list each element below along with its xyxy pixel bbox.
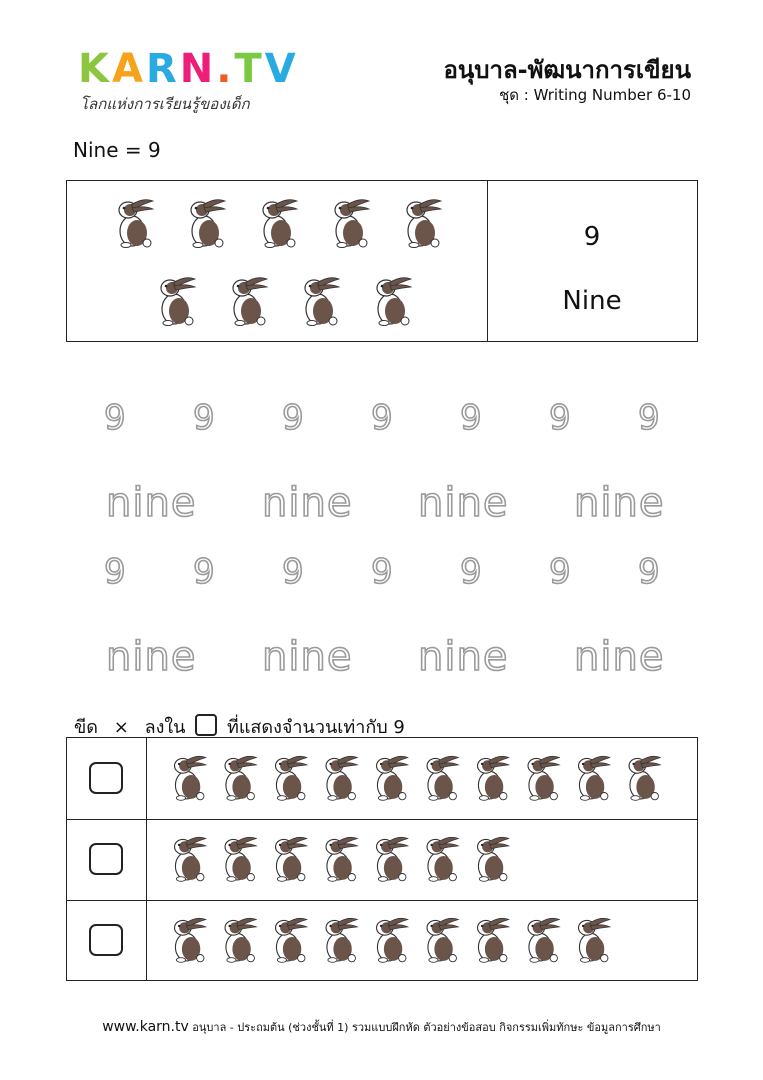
logo-tagline: โลกแห่งการเรียนรู้ของเด็ก — [80, 95, 250, 113]
trace-numeral: 9 — [371, 552, 393, 592]
trace-word: nine — [574, 480, 665, 526]
row-rabbits — [147, 738, 697, 818]
logo-letter: R — [145, 46, 180, 92]
rabbit-icon — [377, 756, 408, 800]
lesson-word: Nine — [562, 286, 622, 316]
checkbox-icon — [195, 714, 217, 736]
logo-letter: K — [78, 46, 112, 92]
rabbit-icon — [326, 837, 357, 881]
lesson-rabbits — [67, 181, 487, 341]
trace-numeral: 9 — [104, 552, 126, 592]
rabbit-icon — [233, 278, 267, 326]
counting-box — [66, 180, 698, 342]
trace-numeral: 9 — [193, 398, 215, 438]
trace-word: nine — [262, 480, 353, 526]
exercise-table — [66, 737, 698, 981]
rabbit-icon — [276, 756, 307, 800]
trace-numeral: 9 — [549, 552, 571, 592]
trace-word: nine — [418, 480, 509, 526]
rabbit-icon — [427, 918, 458, 962]
rabbit-icon — [478, 837, 509, 881]
worksheet-title: อนุบาล-พัฒนาการเขียน — [443, 56, 691, 84]
karn-tv-logo — [78, 46, 299, 92]
rabbit-icon — [161, 278, 195, 326]
rabbit-icon — [377, 278, 411, 326]
rabbit-icon — [191, 200, 225, 248]
rabbit-icon — [407, 200, 441, 248]
trace-numeral: 9 — [638, 552, 660, 592]
lesson-numeral: 9 — [583, 222, 601, 252]
rabbit-icon — [377, 918, 408, 962]
footer-text: อนุบาล - ประถมต้น (ช่วงชั้นที่ 1) รวมแบบฝึกหัด ตัวอย่างข้อสอบ กิจกรรมเพิ่มทักษะ ข้อมูลการศึกษา — [192, 1021, 661, 1034]
footer-url[interactable]: www.karn.tv — [102, 1019, 189, 1035]
worksheet-subtitle: ชุด : Writing Number 6-10 — [499, 86, 691, 104]
instruction-middle: ลงใน — [144, 717, 186, 738]
rabbit-icon — [579, 918, 610, 962]
trace-word: nine — [106, 634, 197, 680]
trace-word: nine — [418, 634, 509, 680]
answer-checkbox[interactable] — [89, 762, 123, 794]
rabbit-icon — [629, 756, 660, 800]
rabbit-icon — [528, 756, 559, 800]
trace-numeral: 9 — [282, 552, 304, 592]
rabbit-icon — [478, 918, 509, 962]
rabbit-icon — [276, 918, 307, 962]
rabbit-icon — [263, 200, 297, 248]
logo-letter: T — [234, 46, 265, 92]
rabbit-icon — [377, 837, 408, 881]
trace-word: nine — [106, 480, 197, 526]
rabbit-icon — [175, 918, 206, 962]
rabbit-icon — [225, 837, 256, 881]
rabbit-icon — [326, 918, 357, 962]
rabbit-icon — [175, 837, 206, 881]
rabbit-icon — [528, 918, 559, 962]
trace-numeral: 9 — [104, 398, 126, 438]
rabbit-icon — [175, 756, 206, 800]
answer-checkbox[interactable] — [89, 924, 123, 956]
instruction-after: ที่แสดงจำนวนเท่ากับ 9 — [226, 717, 405, 738]
trace-word: nine — [574, 634, 665, 680]
trace-numeral: 9 — [371, 398, 393, 438]
rabbit-icon — [326, 756, 357, 800]
logo-letter: . — [216, 46, 235, 92]
row-rabbits — [147, 819, 697, 899]
rabbit-icon — [427, 756, 458, 800]
cross-mark: × — [113, 717, 129, 738]
rabbit-icon — [579, 756, 610, 800]
trace-numeral: 9 — [549, 398, 571, 438]
trace-numeral: 9 — [460, 398, 482, 438]
rabbit-icon — [335, 200, 369, 248]
rabbit-icon — [119, 200, 153, 248]
trace-numeral: 9 — [282, 398, 304, 438]
trace-word: nine — [262, 634, 353, 680]
rabbit-icon — [305, 278, 339, 326]
rabbit-icon — [225, 918, 256, 962]
logo-letter: V — [264, 46, 299, 92]
rabbit-icon — [427, 837, 458, 881]
row-rabbits — [147, 900, 697, 980]
logo-letter: A — [112, 46, 146, 92]
instruction-before: ขีด — [74, 717, 98, 738]
trace-numeral: 9 — [460, 552, 482, 592]
rabbit-icon — [478, 756, 509, 800]
rabbit-icon — [225, 756, 256, 800]
rabbit-icon — [276, 837, 307, 881]
footer — [0, 1018, 763, 1036]
lesson-heading: Nine = 9 — [73, 138, 161, 162]
logo-letter: N — [179, 46, 217, 92]
trace-numeral: 9 — [638, 398, 660, 438]
box-divider — [487, 181, 488, 341]
trace-numeral: 9 — [193, 552, 215, 592]
answer-checkbox[interactable] — [89, 843, 123, 875]
